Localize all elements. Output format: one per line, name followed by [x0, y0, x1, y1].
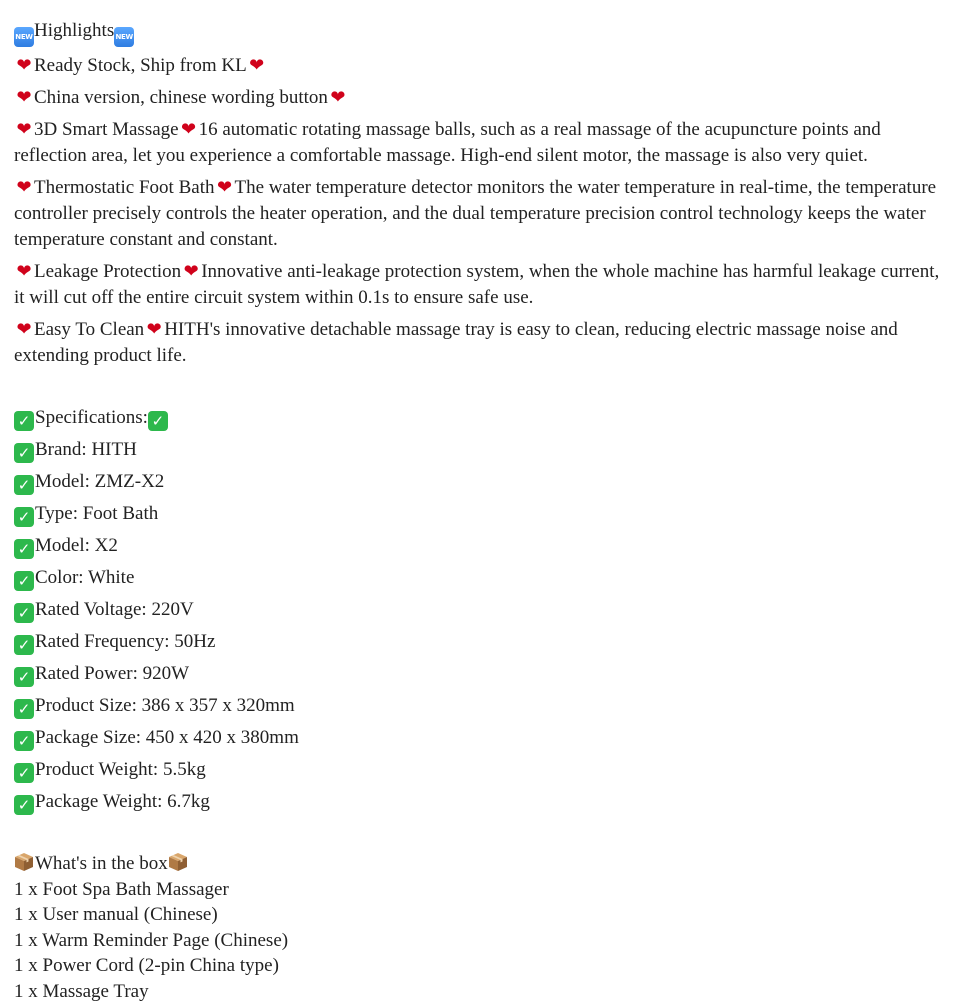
highlight-text: HITH's innovative detachable massage tray is easy to clean, reducing electric massage noise and extending product life.	[14, 319, 898, 366]
spec-text: Rated Voltage: 220V	[35, 599, 194, 620]
spec-text: Product Weight: 5.5kg	[35, 759, 206, 780]
check-mark-icon: ✓	[14, 699, 34, 719]
check-mark-icon: ✓	[14, 635, 34, 655]
heart-icon: ❤	[14, 179, 34, 197]
spec-item	[14, 437, 948, 463]
check-mark-icon: ✓	[14, 763, 34, 783]
specifications-heading	[14, 405, 948, 431]
highlight-label: Thermostatic Foot Bath	[34, 177, 214, 198]
highlight-text: The water temperature detector monitors the water temperature in real-time, the temperature controller precisely controls the heater operation, and the dual temperature precision control technology keeps the water temperature constant and constant.	[14, 177, 936, 250]
spec-item	[14, 661, 948, 687]
specifications-list	[14, 437, 948, 815]
highlight-text: Innovative anti-leakage protection system, when the whole machine has harmful leakage current, it will cut off the entire circuit system within 0.1s to ensure safe use.	[14, 261, 939, 308]
heart-icon: ❤	[214, 179, 234, 197]
check-mark-icon: ✓	[14, 571, 34, 591]
highlight-text: 16 automatic rotating massage balls, such as a real massage of the acupuncture points and reflection area, let you experience a comfortable massage. High-end silent motor, the massage is also very quiet.	[14, 119, 881, 166]
spec-item	[14, 533, 948, 559]
spec-item	[14, 629, 948, 655]
box-heading	[14, 851, 948, 877]
highlight-label: China version, chinese wording button	[34, 87, 328, 108]
specifications-title: Specifications:	[35, 407, 148, 428]
check-mark-icon: ✓	[14, 603, 34, 623]
box-title: What's in the box	[35, 853, 168, 874]
check-mark-icon: ✓	[14, 411, 34, 431]
box-item: 1 x Warm Reminder Page (Chinese)	[14, 928, 948, 954]
package-icon	[168, 852, 188, 872]
spec-text: Type: Foot Bath	[35, 503, 158, 524]
spec-item	[14, 469, 948, 495]
highlight-item	[14, 85, 948, 111]
new-badge-icon: NEW	[114, 27, 134, 47]
box-list	[14, 877, 948, 1004]
heart-icon: ❤	[328, 89, 348, 107]
check-mark-icon: ✓	[14, 667, 34, 687]
spec-text: Rated Power: 920W	[35, 663, 189, 684]
spec-item	[14, 565, 948, 591]
new-badge-icon: NEW	[14, 27, 34, 47]
spec-text: Brand: HITH	[35, 439, 137, 460]
spec-text: Rated Frequency: 50Hz	[35, 631, 215, 652]
spec-item	[14, 789, 948, 815]
highlight-item	[14, 175, 948, 253]
highlight-item	[14, 53, 948, 79]
box-item: 1 x Power Cord (2-pin China type)	[14, 953, 948, 979]
check-mark-icon: ✓	[14, 539, 34, 559]
highlight-label: Easy To Clean	[34, 319, 144, 340]
heart-icon: ❤	[144, 321, 164, 339]
product-description	[14, 18, 948, 1004]
spec-text: Package Weight: 6.7kg	[35, 791, 210, 812]
spec-text: Product Size: 386 x 357 x 320mm	[35, 695, 295, 716]
heart-icon: ❤	[14, 57, 34, 75]
check-mark-icon: ✓	[14, 475, 34, 495]
heart-icon: ❤	[14, 321, 34, 339]
highlight-item	[14, 317, 948, 369]
highlight-item	[14, 259, 948, 311]
box-item: 1 x Foot Spa Bath Massager	[14, 877, 948, 903]
check-mark-icon: ✓	[14, 795, 34, 815]
highlight-label: 3D Smart Massage	[34, 119, 179, 140]
heart-icon: ❤	[181, 263, 201, 281]
package-icon	[14, 852, 34, 872]
check-mark-icon: ✓	[14, 507, 34, 527]
highlight-label: Ready Stock, Ship from KL	[34, 55, 247, 76]
check-mark-icon: ✓	[148, 411, 168, 431]
box-item: 1 x User manual (Chinese)	[14, 902, 948, 928]
highlights-title: Highlights	[34, 20, 114, 41]
check-mark-icon: ✓	[14, 443, 34, 463]
spec-item	[14, 725, 948, 751]
check-mark-icon: ✓	[14, 731, 34, 751]
spec-item	[14, 693, 948, 719]
spec-text: Color: White	[35, 567, 134, 588]
heart-icon: ❤	[14, 89, 34, 107]
spec-text: Package Size: 450 x 420 x 380mm	[35, 727, 299, 748]
spec-item	[14, 501, 948, 527]
highlight-label: Leakage Protection	[34, 261, 181, 282]
heart-icon: ❤	[14, 263, 34, 281]
highlight-item	[14, 117, 948, 169]
spec-item	[14, 757, 948, 783]
spec-text: Model: X2	[35, 535, 118, 556]
box-item: 1 x Massage Tray	[14, 979, 948, 1004]
spec-text: Model: ZMZ-X2	[35, 471, 164, 492]
heart-icon: ❤	[247, 57, 267, 75]
spec-item	[14, 597, 948, 623]
heart-icon: ❤	[179, 121, 199, 139]
highlights-list	[14, 53, 948, 369]
highlights-heading	[14, 18, 948, 47]
heart-icon: ❤	[14, 121, 34, 139]
